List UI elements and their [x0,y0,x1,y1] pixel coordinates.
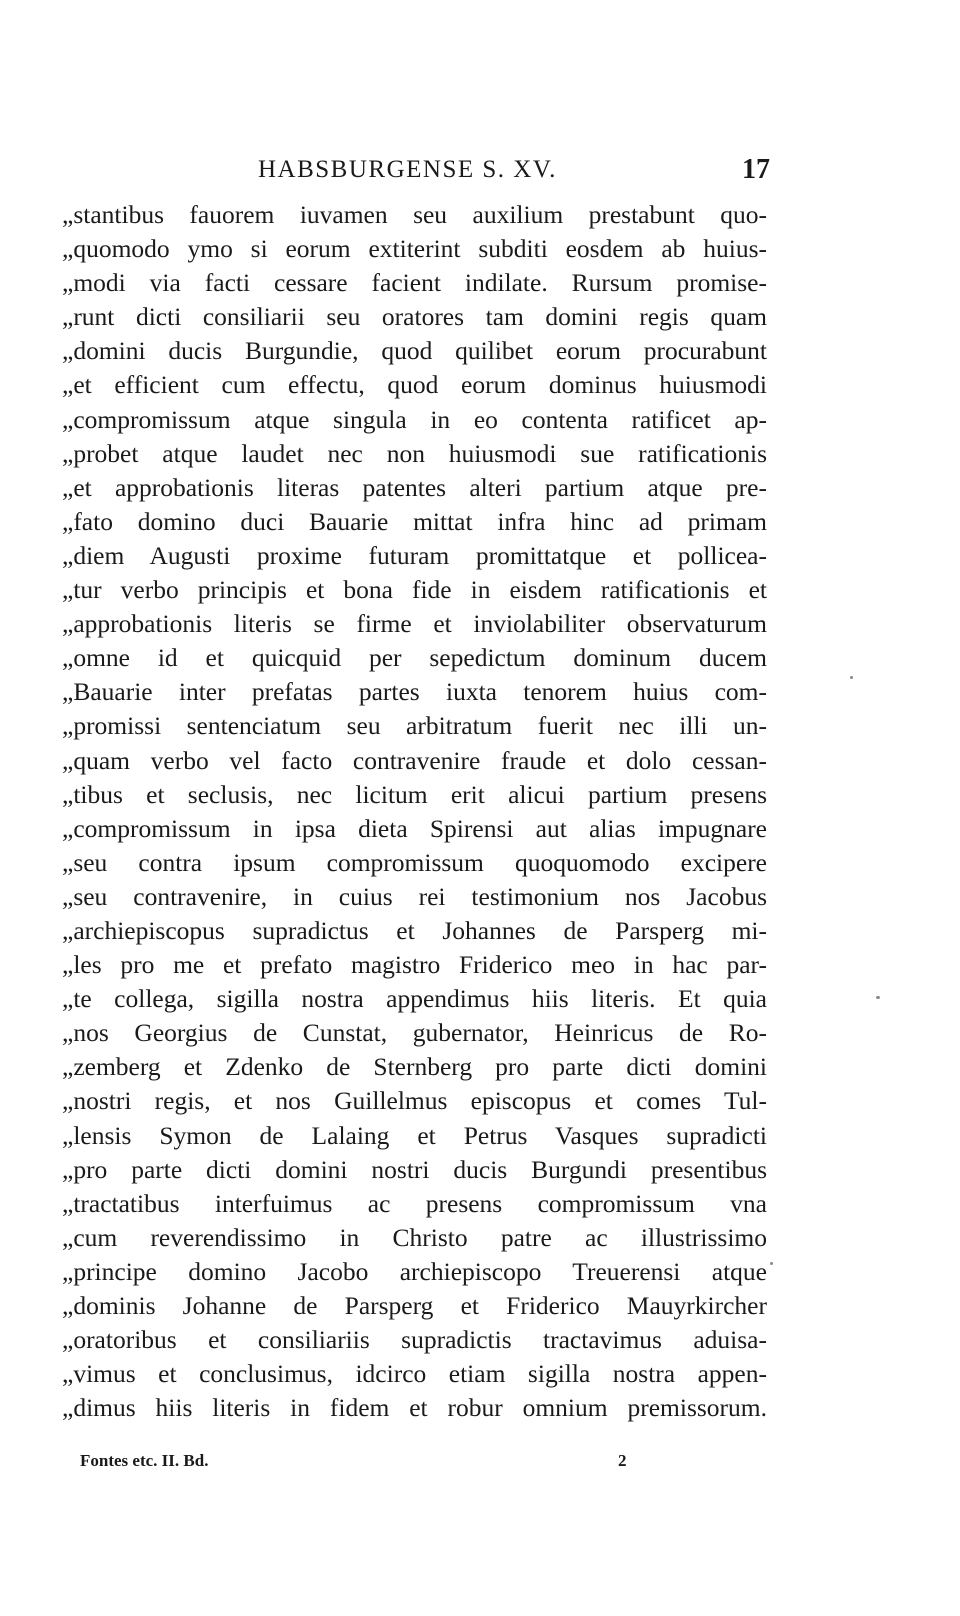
text-line: „Bauarie inter prefatas partes iuxta tenorem huius com- [62,677,767,707]
text-line: „compromissum in ipsa dieta Spirensi aut alias impugnare [62,813,767,843]
text-line: „archiepiscopus supradictus et Johannes de Parsperg mi- [62,915,767,945]
speck-mark [876,996,880,999]
text-line: „vimus et conclusimus, idcirco etiam sigilla nostra appen- [62,1359,767,1389]
page-number: 17 [742,154,770,185]
text-line: „tibus et seclusis, nec licitum erit alicui partium presens [62,779,767,809]
text-line: „domini ducis Burgundie, quod quilibet eorum procurabunt [62,336,767,366]
text-line: „omne id et quicquid per sepedictum dominum ducem [62,643,767,673]
text-line: „tur verbo principis et bona fide in eisdem ratificationis et [62,575,767,605]
text-line: „stantibus fauorem iuvamen seu auxilium prestabunt quo- [62,200,767,229]
text-line: „promissi sentenciatum seu arbitratum fuerit nec illi un- [62,711,767,741]
text-line: „seu contravenire, in cuius rei testimonium nos Jacobus [62,881,767,911]
running-title: HABSBURGENSE S. XV. [258,156,557,183]
body-text [62,198,767,1425]
text-line: „dominis Johanne de Parsperg et Friderico Mauyrkircher [62,1291,767,1320]
text-line: „probet atque laudet nec non huiusmodi sue ratificationis [62,438,767,468]
speck-mark [770,1262,773,1265]
page-footer [80,1446,640,1476]
text-line: „compromissum atque singula in eo contenta ratificet ap- [62,404,767,434]
signature-mark: Fontes etc. II. Bd. [80,1451,209,1470]
speck-mark [850,676,853,679]
text-line: „principe domino Jacobo archiepiscopo Treuerensi atque [62,1256,767,1286]
text-line: „zemberg et Zdenko de Sternberg pro parte dicti domini [62,1052,767,1082]
text-line: „te collega, sigilla nostra appendimus hiis literis. Et quia [62,984,767,1014]
text-line: „modi via facti cessare facient indilate. Rursum promise- [62,268,767,298]
text-line: „quomodo ymo si eorum extiterint subditi eosdem ab huius- [62,234,767,264]
text-line: „tractatibus interfuimus ac presens compromissum vna [62,1188,767,1218]
text-line: „dimus hiis literis in fidem et robur omnium premissorum. [62,1393,767,1423]
text-line: „et approbationis literas patentes alteri partium atque pre- [62,472,767,502]
text-line: „diem Augusti proxime futuram promittatque et pollicea- [62,540,767,570]
sheet-number: 2 [618,1451,627,1470]
text-line: „lensis Symon de Lalaing et Petrus Vasques supradicti [62,1120,767,1150]
text-line: „quam verbo vel facto contravenire fraude et dolo cessan- [62,745,767,775]
text-line: „nostri regis, et nos Guillelmus episcopus et comes Tul- [62,1086,767,1116]
text-line: „approbationis literis se firme et inviolabiliter observaturum [62,609,767,639]
text-line: „runt dicti consiliarii seu oratores tam domini regis quam [62,302,767,332]
text-line: „nos Georgius de Cunstat, gubernator, Heinricus de Ro- [62,1018,767,1048]
text-line: „les pro me et prefato magistro Friderico meo in hac par- [62,950,767,980]
running-head [60,150,770,190]
text-line: „fato domino duci Bauarie mittat infra hinc ad primam [62,506,767,536]
text-line: „pro parte dicti domini nostri ducis Burgundi presentibus [62,1154,767,1184]
text-line: „cum reverendissimo in Christo patre ac illustrissimo [62,1222,767,1252]
text-line: „seu contra ipsum compromissum quoquomodo excipere [62,847,767,877]
text-line: „oratoribus et consiliariis supradictis tractavimus aduisa- [62,1325,767,1355]
text-line: „et efficient cum effectu, quod eorum dominus huiusmodi [62,370,767,400]
